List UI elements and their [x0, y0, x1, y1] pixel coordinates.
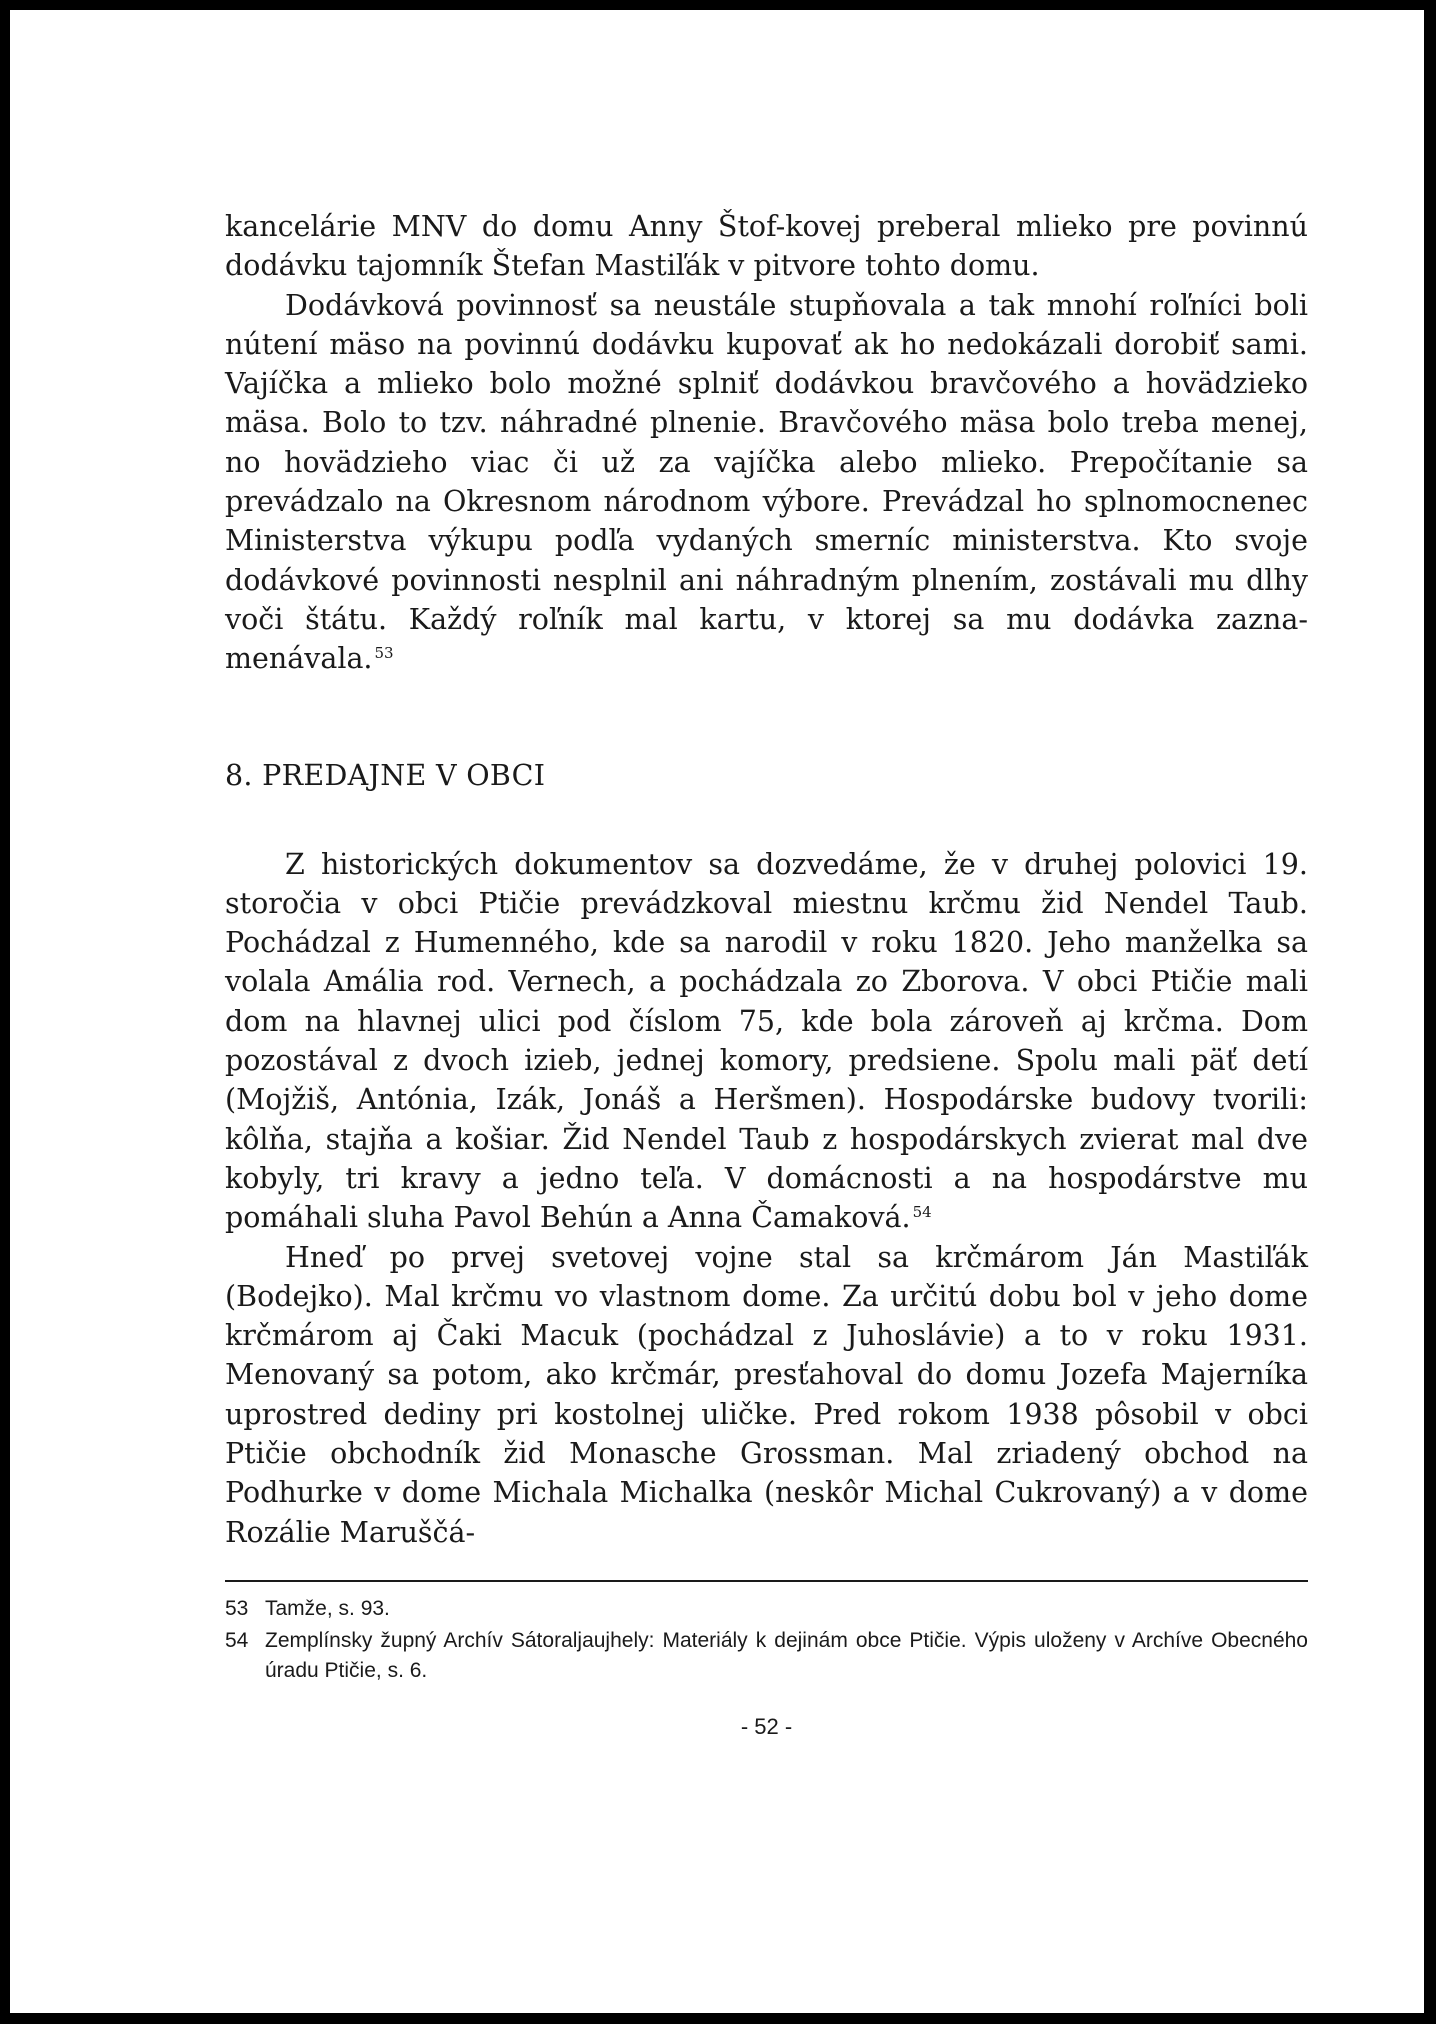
body-paragraph-2 [225, 286, 1308, 679]
footnote-53 [225, 1594, 1308, 1624]
footnotes [225, 1594, 1308, 1686]
footnote-number: 54 [225, 1628, 249, 1652]
footnote-divider [225, 1580, 1308, 1582]
body-paragraph-3 [225, 845, 1308, 1238]
body-paragraph-3-text: Z historických dokumentov sa dozvedáme, že v druhej polovici 19. storočia v obci Ptičie prevádzkoval miestnu krčmu žid Nendel Taub. Pochádzal z Humenného, kde sa narodil v roku 1820. Jeho manželka sa volala Amália rod. Vernech, a pochádzala zo Zborova. V obci Ptičie mali dom na hlavnej ulici pod číslom 75, kde bola zároveň aj krčma. Dom pozostával z dvoch izieb, jednej komory, predsiene. Spolu mali päť detí (Mojžiš, Antónia, Izák, Jonáš a Heršmen). Hospodárske budovy tvorili: kôlňa, stajňa a košiar. Žid Nendel Taub z hospodárskych zvierat mal dve kobyly, tri kravy a jedno teľa. V domácnosti a na hospodárstve mu pomáhali sluha Pavol Behún a Anna Čamaková. [225, 847, 1308, 1235]
body-paragraph-1 [225, 207, 1308, 286]
footnote-reference-54[interactable]: 54 [912, 1202, 932, 1221]
page-content [225, 207, 1308, 1742]
document-page [10, 10, 1424, 2013]
footnote-54 [225, 1626, 1308, 1686]
page-number: - 52 - [740, 1713, 793, 1739]
footnote-text: Zemplínsky župný Archív Sátoraljaujhely: Materiály k dejinám obce Ptičie. Výpis uloženy v Archíve Obecného úradu Ptičie, s. 6. [265, 1628, 1308, 1682]
footnote-text: Tamže, s. 93. [265, 1596, 390, 1620]
body-paragraph-4-text: Hneď po prvej svetovej vojne stal sa krčmárom Ján Mastiľák (Bodejko). Mal krčmu vo vlastnom dome. Za určitú dobu bol v jeho dome krčmárom aj Čaki Macuk (pochádzal z Juhoslávie) a to v roku 1931. Menovaný sa potom, ako krčmár, presťahoval do domu Jozefa Majerníka uprostred dediny pri kostolnej uličke. Pred rokom 1938 pôsobil v obci Ptičie obchodník žid Monasche Grossman. Mal zriadený obchod na Podhurke v dome Michala Michalka (neskôr Michal Cukrovaný) a v dome Rozálie Maruščá- [225, 1240, 1308, 1549]
section-heading: 8. PREDAJNE V OBCI [225, 758, 546, 792]
body-paragraph-4 [225, 1238, 1308, 1552]
body-paragraph-2-text: Dodávková povinnosť sa neustále stupňovala a tak mnohí roľníci boli nútení mäso na povinnú dodávku kupovať ak ho nedokázali dorobiť sami. Vajíčka a mlieko bolo možné splniť dodávkou bravčového a hovädzieko mäsa. Bolo to tzv. náhradné plnenie. Bravčového mäsa bolo treba menej, no hovädzieho viac či už za vajíčka alebo mlieko. Prepočítanie sa prevádzalo na Okresnom národnom výbore. Prevádzal ho splnomocnenec Ministerstva výkupu podľa vydaných smerníc ministerstva. Kto svoje dodávkové povinnosti nesplnil ani náhradným plnením, zostávali mu dlhy voči štátu. Každý roľník mal kartu, v ktorej sa mu dodávka zaznamenávala. [225, 288, 1308, 676]
footnote-number: 53 [225, 1596, 249, 1620]
body-paragraph-1-text: kancelárie MNV do domu Anny Štof-kovej preberal mlieko pre povinnú dodávku tajomník Štefan Mastiľák v pitvore tohto domu. [225, 210, 1308, 283]
footnote-reference-53[interactable]: 53 [374, 643, 394, 662]
